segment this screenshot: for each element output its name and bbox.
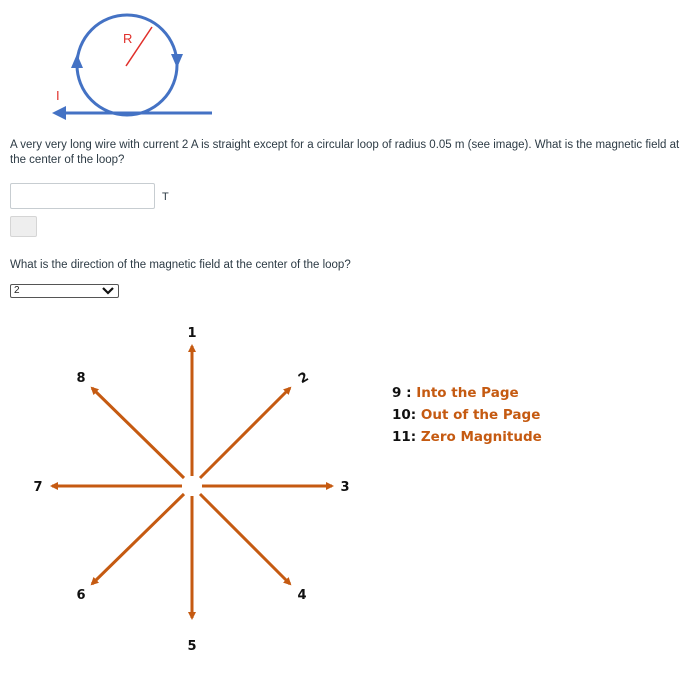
compass-label-5: 5 [187, 639, 197, 654]
direction-compass-figure [20, 318, 370, 668]
loop-arrow-right [171, 54, 183, 68]
question-1-text: A very very long wire with current 2 A is straight except for a circular loop of radius 0.05 m (see image). What is the magnetic field at the center of the loop? [10, 139, 680, 166]
legend-text: Out of the Page [420, 407, 541, 423]
radius-label: R [123, 31, 133, 46]
chevron-down-icon [102, 286, 114, 296]
arrow-2 [200, 388, 290, 478]
arrow-8 [92, 388, 184, 478]
current-direction-arrow [52, 106, 66, 120]
arrow-4 [200, 494, 290, 584]
legend-number: 11: [392, 429, 417, 445]
loop-arrow-left [71, 54, 83, 68]
compass-label-6: 6 [76, 588, 86, 603]
question-2-text: What is the direction of the magnetic field at the center of the loop? [10, 259, 351, 271]
legend-number: 9 : [392, 385, 412, 401]
direction-selected-value: 2 [14, 285, 20, 296]
legend-text: Into the Page [416, 385, 519, 401]
compass-label-4: 4 [297, 588, 307, 603]
direction-dropdown[interactable] [10, 284, 119, 298]
arrow-6 [92, 494, 184, 584]
compass-label-8: 8 [76, 371, 86, 386]
legend-item [392, 404, 542, 426]
compass-label-2: 2 [296, 369, 312, 388]
legend-number: 10: [392, 407, 417, 423]
compass-label-7: 7 [33, 480, 43, 495]
legend-item [392, 382, 542, 404]
loop-wire-figure [40, 10, 220, 125]
legend-text: Zero Magnitude [420, 429, 542, 445]
current-label: I [56, 88, 60, 103]
unit-label: T [162, 191, 169, 203]
magnetic-field-answer-input[interactable] [10, 183, 155, 209]
check-answer-button[interactable] [10, 216, 37, 237]
compass-label-1: 1 [187, 326, 197, 341]
legend-item [392, 426, 542, 448]
direction-legend [392, 382, 542, 448]
compass-label-3: 3 [340, 480, 350, 495]
